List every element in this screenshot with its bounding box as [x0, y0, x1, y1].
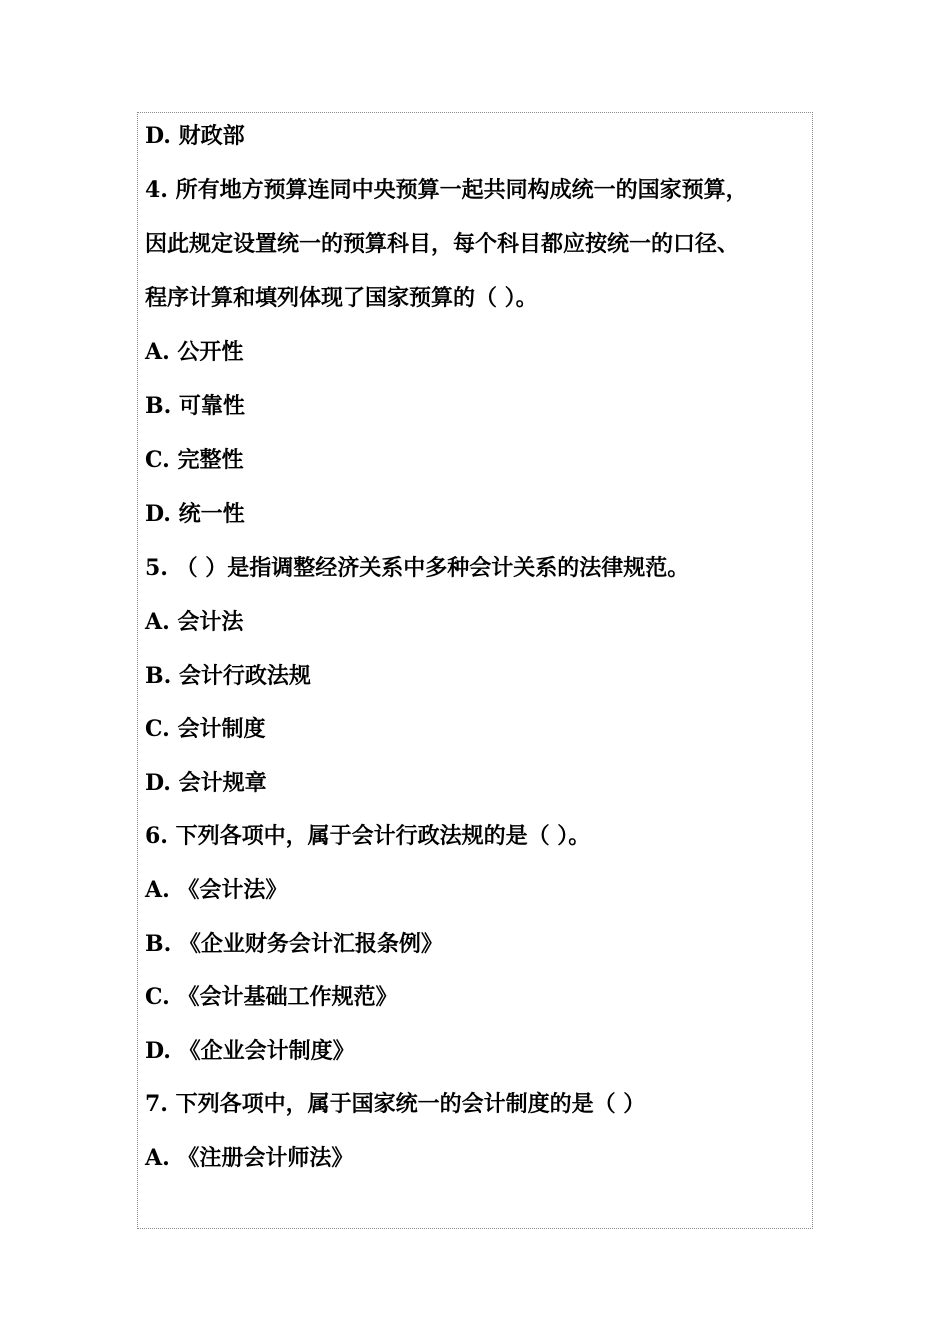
question-4-line-2: 因此规定设置统一的预算科目，每个科目都应按统一的口径、	[145, 231, 740, 257]
option-a-q4: A. 公开性	[145, 339, 244, 365]
question-5: 5. （ ）是指调整经济关系中多种会计关系的法律规范。	[145, 555, 690, 581]
option-a-q5: A. 会计法	[145, 609, 244, 635]
option-a-q6: A. 《会计法》	[145, 877, 288, 903]
option-c-q4: C. 完整性	[145, 447, 244, 473]
question-4-line-3: 程序计算和填列体现了国家预算的（ ）。	[145, 285, 538, 311]
option-d-q5: D. 会计规章	[145, 770, 267, 796]
option-c-q6: C. 《会计基础工作规范》	[145, 984, 398, 1010]
question-4-line-1: 4. 所有地方预算连同中央预算一起共同构成统一的国家预算，	[145, 177, 748, 203]
option-b-q4: B. 可靠性	[145, 393, 245, 419]
option-a-q7: A. 《注册会计师法》	[145, 1145, 354, 1171]
option-d-q3: D. 财政部	[145, 123, 245, 149]
option-b-q6: B. 《企业财务会计汇报条例》	[145, 931, 443, 957]
option-c-q5: C. 会计制度	[145, 716, 266, 742]
question-6: 6. 下列各项中，属于会计行政法规的是（ ）。	[145, 823, 591, 849]
option-d-q4: D. 统一性	[145, 501, 245, 527]
question-7: 7. 下列各项中，属于国家统一的会计制度的是（ ）	[145, 1091, 646, 1117]
option-b-q5: B. 会计行政法规	[145, 663, 311, 689]
option-d-q6: D. 《企业会计制度》	[145, 1038, 355, 1064]
